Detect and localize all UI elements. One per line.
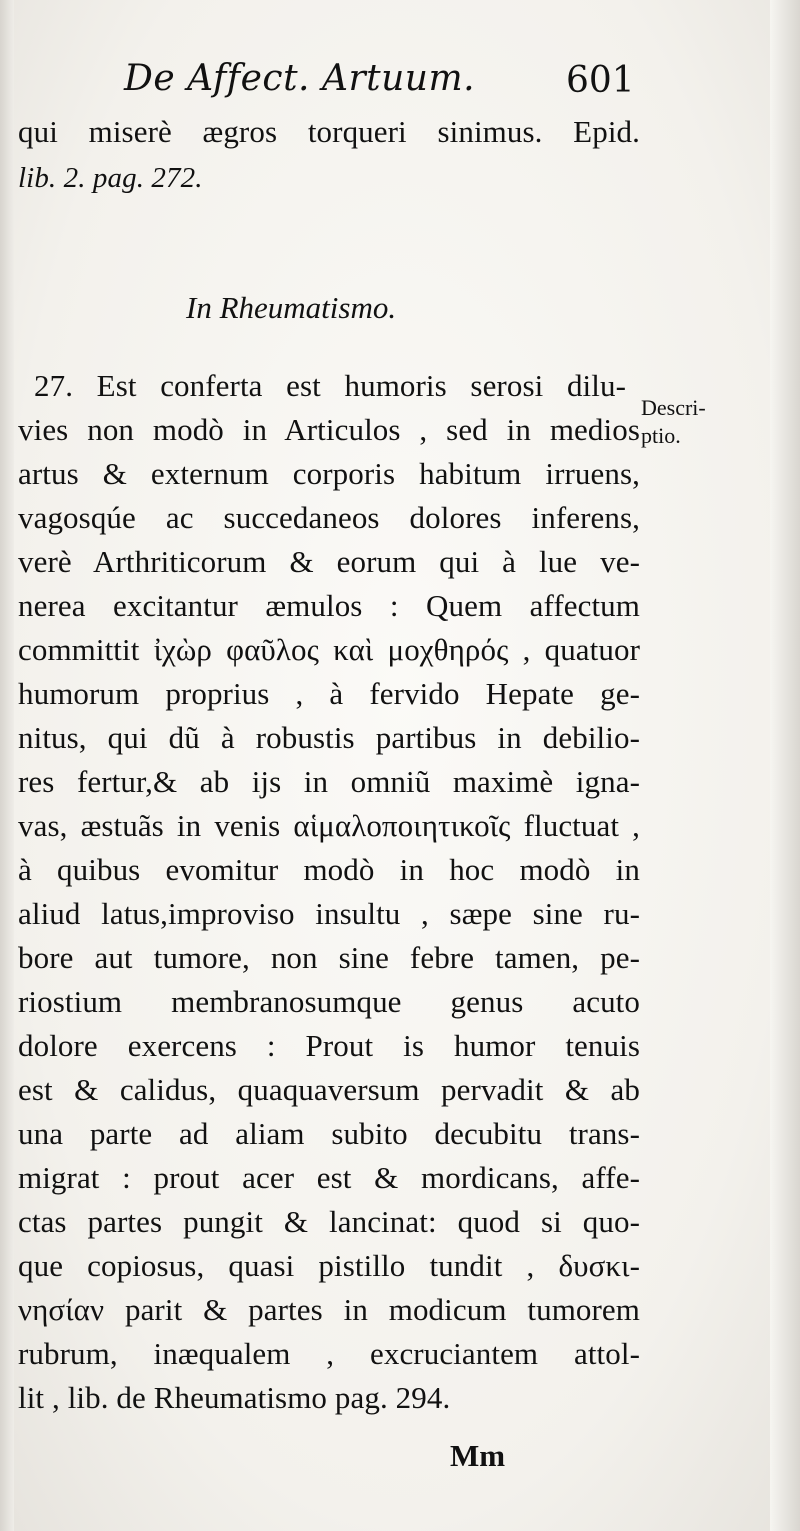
text-line: vagosqúe ac succedaneos dolores inferens, bbox=[18, 500, 640, 535]
text-line: humorum proprius , à fervido Hepate ge- bbox=[18, 676, 640, 711]
text-line: vas, æstuãs in venis αἱμαλοποιητικοῖς fluctuat , bbox=[18, 808, 640, 843]
margin-note-line: Descri- bbox=[641, 395, 706, 420]
text-line: lit , lib. de Rheumatismo pag. 294. bbox=[18, 1380, 451, 1415]
text-line: nerea excitantur æmulos : Quem affectum bbox=[18, 588, 640, 623]
text-line: migrat : prout acer est & mordicans, affe- bbox=[18, 1160, 640, 1195]
text-line: dolore exercens : Prout is humor tenuis bbox=[18, 1028, 640, 1063]
page-edge-shadow bbox=[770, 0, 800, 1531]
text-line: riostium membranosumque genus acuto bbox=[18, 984, 640, 1019]
text-line: una parte ad aliam subito decubitu trans- bbox=[18, 1116, 640, 1151]
section-heading: In Rheumatismo. bbox=[186, 290, 397, 325]
text-line: qui miserè ægros torqueri sinimus. Epid. bbox=[18, 114, 640, 149]
text-line: committit ἰχὼρ φαῦλος καὶ μοχθηρός , quatuor bbox=[18, 632, 640, 667]
text-line: bore aut tumore, non sine febre tamen, pe- bbox=[18, 940, 640, 975]
text-line: à quibus evomitur modò in hoc modò in bbox=[18, 852, 640, 887]
page-number: 601 bbox=[566, 60, 635, 101]
text-line: res fertur,& ab ijs in omniũ maximè igna- bbox=[18, 764, 640, 799]
text-line: est & calidus, quaquaversum pervadit & ab bbox=[18, 1072, 640, 1107]
text-line: aliud latus,improviso insultu , sæpe sine ru- bbox=[18, 896, 640, 931]
text-line: ctas partes pungit & lancinat: quod si quo- bbox=[18, 1204, 640, 1239]
text-line: que copiosus, quasi pistillo tundit , δυσκι- bbox=[18, 1248, 640, 1283]
text-line: rubrum, inæqualem , excruciantem attol- bbox=[18, 1336, 640, 1371]
text-line: nitus, qui dũ à robustis partibus in debilio- bbox=[18, 720, 640, 755]
margin-note-line: ptio. bbox=[641, 423, 681, 448]
text-line: 27. Est conferta est humoris serosi dilu- bbox=[34, 368, 626, 403]
running-title: De Affect. Artuum. bbox=[124, 58, 476, 99]
text-line: artus & externum corporis habitum irruens, bbox=[18, 456, 640, 491]
text-line: νησίαν parit & partes in modicum tumorem bbox=[18, 1292, 640, 1327]
catchword: Mm bbox=[450, 1438, 506, 1473]
page-gutter-shadow bbox=[0, 0, 14, 1531]
text-line: verè Arthriticorum & eorum qui à lue ve- bbox=[18, 544, 640, 579]
text-line: vies non modò in Articulos , sed in medios bbox=[18, 412, 640, 447]
text-line: lib. 2. pag. 272. bbox=[18, 162, 203, 194]
